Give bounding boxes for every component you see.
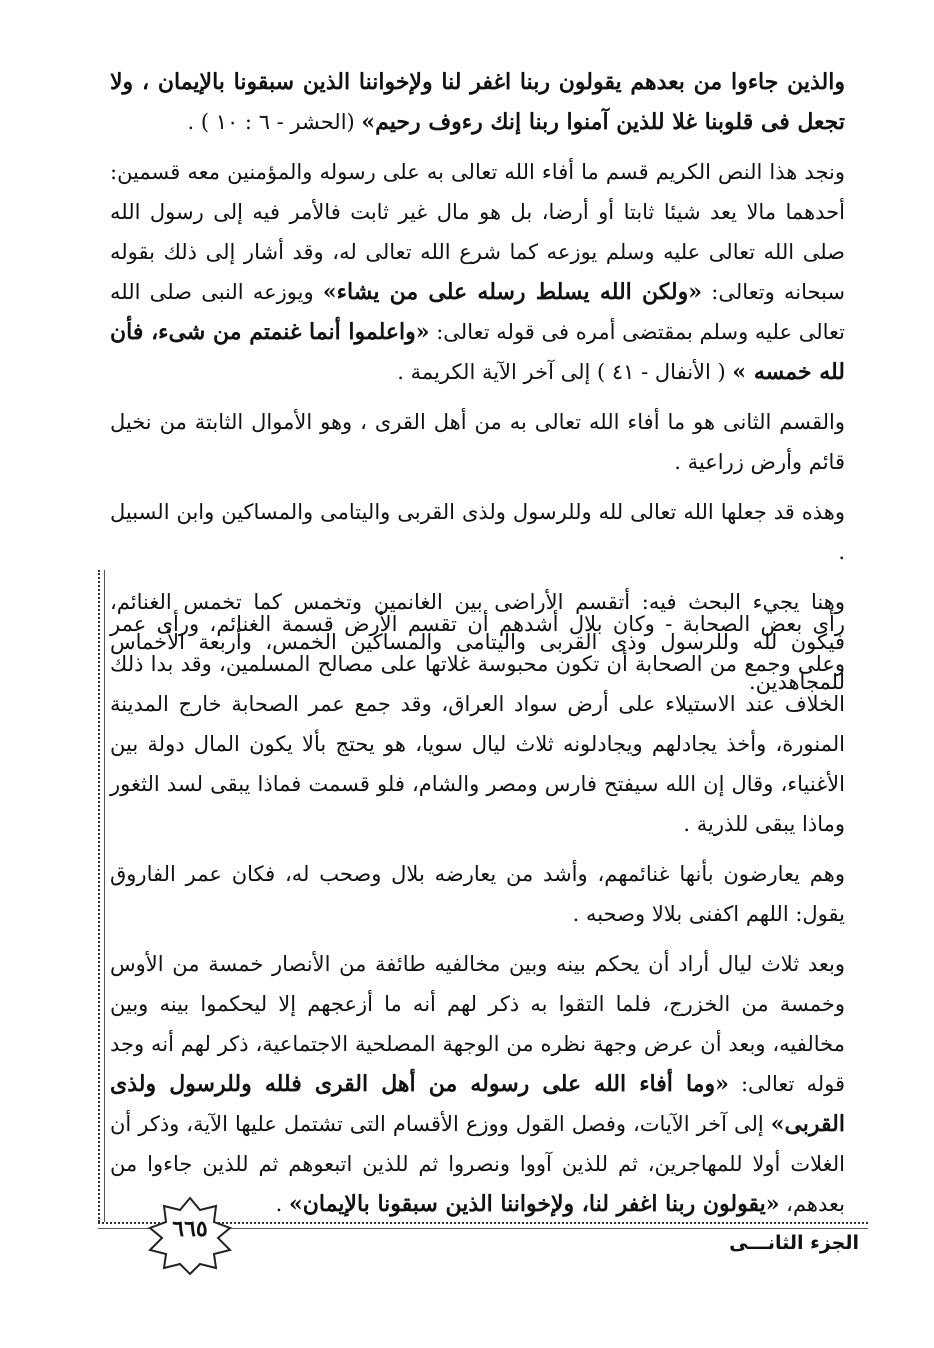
paragraph-7-text-b: إلى آخر الآيات، وفصل القول ووزع الأقسام التى تشتمل عليها الآية، وذكر أن الغلات أولا للمهاجرين، ثم للذين آووا ونصروا ثم للذين اتبعوهم ثم للذين جاءوا من بعدهم، [110, 1112, 845, 1216]
paragraph-2: والقسم الثانى هو ما أفاء الله تعالى به من أهل القرى ، وهو الأموال الثابتة من نخيل قائم وأرض زراعية . [110, 410, 845, 474]
paragraph-1-text-a: ونجد هذا النص الكريم قسم ما أفاء الله تعالى به على رسوله والمؤمنين معه قسمين: أحدهما مالا يعد شيئا ثابتا أو أرضا، بل هو مال غير ثابت فالأمر فيه إلى رسول الله صلى الله تعالى عليه وسلم يوزعه كما شرع الله تعالى له، وقد أشار إلى ذلك بقوله سبحانه وتعالى: [110, 160, 845, 304]
page-number: ٦٦٥ [172, 1216, 208, 1242]
paragraph-3: وهذه قد جعلها الله تعالى لله وللرسول ولذى القربى واليتامى والمساكين وابن السبيل . [110, 500, 845, 564]
paragraph-7-text-a: وبعد ثلاث ليال أراد أن يحكم بينه وبين مخالفيه طائفة من الأنصار خمسة من الأوس وخمسة من الخزرج، فلما التقوا به ذكر لهم أنه ما أزعجهم إلا ليحكموا بينه وبين مخالفيه، وبعد أن عرض وجهة نظره من الوجهة المصلحية الاجتماعية، ذكر لهم أنه وجد قوله تعالى: [110, 952, 845, 1096]
quran-quote-4: «يقولون ربنا اغفر لنا، ولإخواننا الذين سبقونا بالإيمان» [288, 1191, 780, 1217]
part-label: الجزء الثانـــى [729, 1232, 859, 1254]
paragraph-6: وهم يعارضون بأنها غنائمهم، وأشد من يعارضه بلال وصحب له، فكان عمر الفاروق يقول: اللهم اكفنى بلالا وصحبه . [110, 862, 845, 926]
paragraph-1-text-b: ويوزعه النبى صلى الله تعالى عليه وسلم بمقتضى أمره فى قوله تعالى: [110, 280, 845, 344]
verse-reference: (الحشر - ٦ : ١٠ ) . [187, 110, 355, 134]
paragraph-4: وهنا يجيء البحث فيه: أتقسم الأراضى بين الغانمين وتخمس كما تخمس الغنائم، فيكون لله وللرسول وذى القربى واليتامى والمساكين الخمس، وأربعة الأخماس للمجاهدين. [110, 590, 845, 694]
paragraph-7 [110, 944, 845, 1224]
paragraph-1 [110, 152, 845, 392]
verse-line-2: تجعل فى قلوبنا غلا للذين آمنوا ربنا إنك رءوف رحيم» [361, 109, 845, 135]
quran-quote-1: «ولكن الله يسلط رسله على من يشاء» [322, 279, 702, 305]
paragraph-1-text-c: ( الأنفال - ٤١ ) إلى آخر الآية الكريمة . [397, 360, 726, 384]
quran-quote-2: «واعلموا أنما غنمتم من شىء، فأن لله خمسه » [110, 319, 845, 385]
verse-line-1: والذين جاءوا من بعدهم يقولون ربنا اغفر لنا ولإخواننا الذين سبقونا بالإيمان ، ولا [110, 69, 845, 95]
paragraph-7-text-c: . [275, 1192, 283, 1216]
body-text-lower [110, 604, 845, 1234]
quran-quote-3: «وما أفاء الله على رسوله من أهل القرى فلله وللرسول ولذى القربى» [110, 1071, 845, 1137]
decorative-side-border [98, 570, 105, 1222]
verse-continuation [110, 62, 845, 142]
paragraph-5: رأى بعض الصحابة - وكان بلال أشدهم أن تقسم الأرض قسمة الغنائم، ورأى عمر وعلى وجمع من الصحابة أن تكون محبوسة غلاتها على مصالح المسلمين، وقد بدا ذلك الخلاف عند الاستيلاء على أرض سواد العراق، وقد جمع عمر الصحابة خارج المدينة المنورة، وأخذ يجادلهم ويجادلونه ثلاث ليال سويا، هو يحتج بألا يكون المال دولة بين الأغنياء، وقال إن الله سيفتح فارس ومصر والشام، فلو قسمت فماذا يبقى لسد الثغور وماذا يبقى للذرية . [110, 612, 846, 836]
top-verse-block [110, 62, 845, 152]
